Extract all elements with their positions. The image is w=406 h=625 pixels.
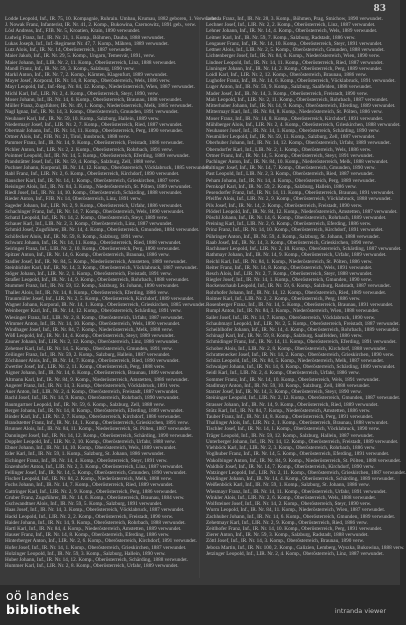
list-item: Hackl Leopold, Inf., LIR. Nr. 2, 2. Komp., Oberösterreich, Freistadt, 1890 verw. [5,513,174,520]
list-item: Neuhauser Josef, Inf., IR. Nr. 14, 1. Komp., Oberösterreich, Schärding, 1890 verw. [206,127,380,134]
list-item: Pichler Anton, Inf., LIR. Nr. 2, 2. Komp., Oberösterreich, Rohrbach, 1891 verw. [5,146,173,153]
list-item: Weißenböck Karl, Inf., IR. Nr. 59, 1. Komp., Salzburg, St. Johann, 1886 verw. [206,482,370,489]
list-item: Auer Anton, Inf., LIR. Nr. 2, 4. Komp., Oberösterreich, Freistadt, 1887 verwundet. [5,389,179,396]
list-item: Haider Johann, Inf., IR. Nr. 14, 9. Komp., Oberösterreich, Rohrbach, 1888 verwundet. [5,519,186,526]
list-item: Pesendorfer Franz, Inf., IR. Nr. 14, 11. Komp., Oberösterreich, Braunau, 1891 verwundet. [206,190,395,197]
list-item: Mittermayr Karl, Inf., IR. Nr. 84, 8. Komp., Niederösterreich, St. Pölten, 1886 verw. [206,109,383,116]
list-item: Lughofer Franz, Inf., IR. Nr. 14, 6. Komp., Oberösterreich, Vöcklabruck, 1891 verwundet. [206,78,396,85]
list-item: Plöderl Leopold, Inf., IR. Nr. 84, 12. Komp., Niederösterreich, Amstetten, 1887 verwundet. [206,208,398,215]
list-item: Mair Leopold, Inf., LIR. Nr. 2, 11. Komp., Oberösterreich, Rohrbach, 1887 verwundet. [206,96,389,103]
list-item: Träger Leopold, Inf., IR. Nr. 59, 12. Komp., Salzburg, Hallein, 1887 verwundet. [206,432,374,439]
list-item: Brandstetter Franz, Inf., IR. Nr. 14, 1. Komp., Oberösterreich, Grieskirchen, 1891 verw. [5,420,189,427]
list-item: Raab Josef, Inf., IR. Nr. 14, 3. Komp., Oberösterreich, Grieskirchen, 1890 verw. [206,239,374,246]
list-item: Schinagl Karl, Inf., IR. Nr. 59, 8. Komp., Salzburg, Saalfelden, 1886 verw. [206,333,363,340]
list-item: Fuchs Johann, Inf., IR. Nr. 14, 7. Komp., Oberösterreich, Ried, 1889 verwundet. [5,482,174,489]
list-item: Stadler Josef, Inf., IR. Nr. 84, 5. Komp., Niederösterreich, Amstetten, 1889 verwundet. [5,258,187,265]
list-item: Schatzl Leopold, Inf., IR. Nr. 14, 2. Komp., Oberösterreich, Steyr, 1889 verw. [5,215,169,221]
library-logo[interactable] [6,589,96,621]
list-item: Lettner Alois, Inf., LIR. Nr. 2, 5. Komp., Oberösterreich, Gmunden, 1888 verwundet. [206,47,385,54]
list-item: Rieder Anton, Inf., FJB. Nr. 14, Oberösterreich, Linz, 1891 verw. [5,196,142,203]
list-item: Gattringer Karl, Inf., LIR. Nr. 2, 9. Komp., Oberösterreich, Perg, 1886 verwundet. [5,488,178,495]
list-item: Zeitlhofer Franz, Inf., IR. Nr. 14, 10. Komp., Oberösterreich, Perg, 1891 verwundet. [206,525,383,532]
viewer-label: intranda viewer [334,607,386,615]
list-item: Weinberger Karl, Inf., IR. Nr. 14, 12. Komp., Oberösterreich, Schärding, 1891 verw. [5,308,182,315]
list-item: Seiringer Franz, Inf., LIR. Nr. 2, 10. Komp., Oberösterreich, Perg, 1890 verwundet. [5,246,181,253]
list-item: Pammer Franz, Inf., IR. Nr. 14, 9. Komp., Oberösterreich, Freistadt, 1886 verwundet. [5,140,185,147]
list-item: Steininger Leopold, Inf., LIR. Nr. 2, 12. Komp., Oberösterreich, Gmunden, 1887 verwundet. [206,395,401,402]
list-item: Enzenhofer Anton, Inf., LIR. Nr. 2, 3. Komp., Oberösterreich, Linz, 1887 verwundet. [5,463,184,470]
list-item: Voglhuber Franz, Inf., IR. Nr. 14, 5. Komp., Oberösterreich, Eferding, 1891 verwundet. [206,451,390,458]
right-column [206,16,406,557]
list-item: Spitzer Anton, Inf., IR. Nr. 14, 6. Komp., Oberösterreich, Braunau, 1886 verw. [5,252,170,259]
left-column [5,16,219,570]
list-item: Hofer Josef, Inf., IR. Nr. 14, 1. Komp., Oberösterreich, Grieskirchen, 1887 verwundet. [5,544,187,551]
list-item: Zachhuber Johann, Inf., IR. Nr. 14, 6. Komp., Oberösterreich, Gmunden, 1889 verwundet. [206,513,396,520]
list-item: Maier Johann, Inf., LIR. Nr. 2, 11. Komp., Oberösterreich, Linz, 1888 verwundet. [5,59,177,66]
list-item: Luger Anton, Inf., IR. Nr. 59, 9. Komp., Salzburg, Saalfelden, 1888 verwundet. [206,84,373,91]
list-item: Riegler Josef, Inf., IR. Nr. 14, 1. Komp., Oberösterreich, Gmunden, 1890 verw. [206,277,373,284]
list-item: Angerer Franz, Inf., IR. Nr. 14, 3. Komp., Oberösterreich, Vöcklabruck, 1891 verw. [5,382,181,389]
list-item: Prandstätter Josef, Inf., IR. Nr. 59, 4. Komp., Salzburg, Zell, 1888 verw. [5,159,157,166]
list-item: Pfeiffer Alois, Inf., LIR. Nr. 2, 9. Komp., Oberösterreich, Vöcklabruck, 1888 verwundet. [206,196,392,203]
list-item: Rachbauer Leopold, Inf., LIR. Nr. 2, 10. Komp., Oberösterreich, Schärding, 1887 verwundet. [206,246,402,253]
list-item: Stöger Johann, Inf., LIR. Nr. 2, 1. Komp., Oberösterreich, Freistadt, 1891 verw. [5,270,172,277]
list-item: Schrattenecker Josef, Inf., IR. Nr. 14, 2. Komp., Oberösterreich, Grieskirchen, 1890 verw. [206,351,395,358]
list-item: Schober Alois, Inf., LIR. Nr. 2, 8. Komp., Oberösterreich, Kirchdorf, 1888 verwundet. [206,345,387,352]
list-item: Hummer Karl, Inf., LIR. Nr. 2, 8. Komp., Oberösterreich, Urfahr, 1889 verwundet. [5,563,179,570]
list-item: Oberndorfer Karl, Inf., LIR. Nr. 2, 1. Komp., Oberösterreich, Wels, 1886 verw. [206,146,372,153]
list-item: Altmann Karl, Inf., IR. Nr. 84, 9. Komp., Niederösterreich, Amstetten, 1886 verwundet. [5,376,189,383]
list-item: Wurm Leopold, Inf., IR. Nr. 84, 11. Komp., Niederösterreich, Wien, 1887 verwundet. [206,507,386,514]
list-item: Holzinger Leopold, Inf., IR. Nr. 59, 3. Komp., Salzburg, Hallein, 1890 verw. [5,550,166,557]
list-item: Neubauer Karl, Inf., IR. Nr. 59, 10. Komp., Salzburg, Hallein, 1889 verw. [5,115,160,122]
list-item: Stadlmayr Anton, Inf., IR. Nr. 59, 10. Komp., Salzburg, Zell, 1888 verwundet. [206,382,371,389]
list-item: Schachinger Franz, Inf., IR. Nr. 14, 7. Komp., Oberösterreich, Wels, 1890 verwundet. [5,208,185,215]
list-item: J. Nowak Franz, Infanterist, IR. Nr. 41, 2. Komp., Bukowina, Czernowitz, 1891 geb., verw. [5,22,197,29]
list-item: Pils Josef, Inf., IR. Nr. 14, 2. Komp., Oberösterreich, Freistadt, 1890 verw. [206,202,363,209]
list-item: Straßer Leopold, Inf., IR. Nr. 14, 9. Komp., Oberösterreich, Rohrbach, 1888 verwundet. [5,277,190,284]
list-item: Neumüller Leopold, Inf., IR. Nr. 59, 11. Komp., Salzburg, Zell, 1887 verwundet. [206,134,376,141]
list-item: Schwarz Johann, Inf., IR. Nr. 14, 11. Komp., Oberösterreich, Ried, 1888 verwundet. [5,239,182,246]
list-item: Eder Karl, Inf., IR. Nr. 59, 1. Komp., Salzburg, St. Johann, 1886 verwundet. [5,451,165,458]
list-item: Paltinger Josef, Inf., IR. Nr. 14, 7. Komp., Oberösterreich, Gmunden, 1890 verw. [206,165,376,172]
list-item: Rumpl Anton, Inf., IR. Nr. 84, 3. Komp., Niederösterreich, Wien, 1888 verwundet. [206,308,380,315]
list-item: Danninger Josef, Inf., IR. Nr. 14, 12. Komp., Oberösterreich, Schärding, 1890 verwundet. [5,432,194,439]
list-item: Puchner Johann, Korporal, IR. Nr. 14, 12. Komp., Oberösterreich, Vöcklabruck, 1885 verwundet. [5,165,210,172]
list-item: Lehner Johann, Inf., IR. Nr. 14, 4. Komp., Oberösterreich, Wels, 1889 verwundet. [206,28,378,35]
list-item: Rathmayr Johann, Inf., IR. Nr. 14, 9. Komp., Oberösterreich, Urfahr, 1889 verwundet. [206,252,387,259]
list-item: Rauscher Karl, Inf., IR. Nr. 14, 1. Komp., Oberösterreich, Grieskirchen, 1887 verw. [5,177,181,184]
list-item: Berger Johann, Inf., IR. Nr. 14, 8. Komp., Oberösterreich, Eferding, 1889 verwundet. [5,407,184,414]
list-item: Unterberger Johann, Inf., IR. Nr. 14, 12. Komp., Oberösterreich, Freistadt, 1889 verwundet. [206,438,399,445]
list-item: Ortner Franz, Inf., IR. Nr. 14, 5. Komp., Oberösterreich, Steyr, 1891 verwundet. [206,152,374,159]
list-item: Pernkopf Karl, Inf., IR. Nr. 59, 2. Komp., Salzburg, Hallein, 1886 verw. [206,183,357,190]
list-item: Schmid Josef, Zugsführer, IR. Nr. 14, 4. Komp., Oberösterreich, Gmunden, 1884 verwundet. [5,227,200,234]
list-item: Strasser Johann, Inf., IR. Nr. 14, 9. Komp., Oberösterreich, Ried, 1889 verwundet. [206,401,379,408]
list-item: Michl Karl, Inf., LIR. Nr. 2, 4. Komp., Oberösterreich, Steyr, 1890, verw. [5,90,159,97]
list-item: Huber Johann, Inf., IR. Nr. 14, 12. Komp., Oberösterreich, Schärding, 1888 verwundet. [5,557,189,564]
list-item: Zeilinger Franz, Inf., IR. Nr. 59, 2. Komp., Salzburg, Hallein, 1887 verwundet. [5,351,171,358]
list-item: Thaller Alois, Inf., IR. Nr. 14, 8. Komp., Oberösterreich, Eferding, 1886 verw. [5,289,169,296]
list-item: Reisinger Alois, Inf., IR. Nr. 84, 3. Komp., Niederösterreich, St. Pölten, 1889 verwundet. [5,183,192,190]
list-item: Eichinger Franz, Inf., IR. Nr. 14, 4. Komp., Oberösterreich, Steyr, 1891 verw. [5,457,168,464]
list-item: Lengauer Franz, Inf., IR. Nr. 14, 10. Komp., Oberösterreich, Steyr, 1891 verwundet. [206,40,383,47]
list-item: Roitner Karl, Inf., LIR. Nr. 2, 2. Komp., Oberösterreich, Perg, 1886 verw. [206,295,361,302]
list-item: Zöchbauer Alois, Inf., IR. Nr. 14, 7. Komp., Oberösterreich, Ried, 1890 verwundet. [5,358,180,365]
list-item: Watzinger Leopold, Inf., LIR. Nr. 2, 11. Komp., Oberösterreich, Grieskirchen, 1887 verwundet. [206,469,406,476]
list-item: Prinz Franz, Inf., IR. Nr. 14, 10. Komp., Oberösterreich, Kirchdorf, 1891 verwundet. [206,227,384,234]
list-item: Riedl Josef, Inf., IR. Nr. 14, 10. Komp., Oberösterreich, Schärding, 1888 verwundet. [5,190,183,197]
list-item: Steinbichler Karl, Inf., IR. Nr. 14, 3. Komp., Oberösterreich, Vöcklabruck, 1887 verwundet. [5,264,198,271]
list-item: Bachl Josef, Inf., IR. Nr. 14, 9. Komp., Oberösterreich, Rohrbach, 1890 verwundet. [5,395,180,402]
list-item: Ebner Johann, Inf., IR. Nr. 14, 10. Komp., Oberösterreich, Wels, 1889 verwundet. [5,445,177,452]
list-item: Wöß Leopold, Inf., IR. Nr. 14, 4. Komp., Oberösterreich, Steyr, 1889 verwundet. [5,333,175,340]
list-item: Hauser Franz, Inf., IR. Nr. 14, 8. Komp., Oberösterreich, Eferding, 1886 verw. [5,532,170,539]
list-item: Zierer Anton, Inf., IR. Nr. 59, 3. Komp., Salzburg, Radstadt, 1888 verwundet. [206,532,369,539]
list-item: Müller Franz, Zugsführer, IR. Nr. 49, 1. Komp., Niederösterreich, Melk, 1885 verwundet. [5,103,193,110]
list-item: Mayer Josef, Korporal, IR. Nr. 14, 8. Komp., Oberösterreich, Wels, 1886 verw. [5,78,171,85]
list-item: Reiter Franz, Inf., IR. Nr. 14, 8. Komp., Oberösterreich, Wels, 1891 verwundet. [206,264,373,271]
list-item: Past Leopold, Inf., LIR. Nr. 2, 3. Komp., Oberösterreich, Ried, 1887 verwundet. [206,171,374,178]
list-item: Seidl Karl, Inf., LIR. Nr. 2, 4. Komp., Oberösterreich, Urfahr, 1886 verw. [206,370,360,377]
list-item: Schauer Karl, Inf., LIR. Nr. 2, 3. Komp., Oberösterreich, Linz, 1887 verwundet. [5,221,173,228]
list-item: Waldhör Josef, Inf., IR. Nr. 14, 7. Komp., Oberösterreich, Kirchdorf, 1890 verw. [206,463,375,470]
list-item: Oberhuber Johann, Inf., IR. Nr. 14, 12. Komp., Oberösterreich, Urfahr, 1889 verwundet. [206,140,391,147]
viewer-footer [0,585,400,625]
list-item: Jetzinger Leopold, Inf., LIR. Nr. 2, 4. Komp., Oberösterreich, Linz, 1887 verwundet. [206,550,384,557]
list-item: Nagl Ignaz, Inf., IR. Nr. 14, 3. Komp., Oberösterreich, Gmunden, 1891 verwundet. [5,109,179,116]
list-item: Tauber Franz, Inf., IR. Nr. 14, 8. Komp., Oberösterreich, Perg, 1891 verwundet. [206,414,374,420]
list-item: Lindner Leopold, Inf., IR. Nr. 14, 11. Komp., Oberösterreich, Ried, 1887 verwundet. [206,59,384,66]
list-item: Sommer Franz, Inf., IR. Nr. 14, 10. Komp., Oberösterreich, Wels, 1891 verwundet. [206,376,380,383]
list-item: Resch Alois, Inf., LIR. Nr. 2, 7. Komp., Oberösterreich, Steyr, 1888 verwundet. [206,270,373,277]
list-item: Zöttl Josef, Inf., IR. Nr. 14, 3. Komp., Oberösterreich, Braunau, 1890 verw. [206,538,365,545]
column-divider [199,18,200,578]
list-item: Doppler Leopold, Inf., LIR. Nr. 2, 10. Komp., Oberösterreich, Urfahr, 1888 verw. [5,438,176,445]
list-item: Mitterhuber Johann, Inf., IR. Nr. 14, 9. Komp., Oberösterreich, Eferding, 1889 verwundet. [206,103,396,110]
list-item: Winkler Alois, Inf., LIR. Nr. 2, 6. Komp., Oberösterreich, Wels, 1888 verwundet. [206,494,377,501]
list-item: Sageder Johann, Inf., LIR. Nr. 2, 9. Komp., Oberösterreich, Urfahr, 1886 verwundet. [5,202,183,209]
list-item: Lodde Leopold, Inf., IR. 75, 10. Kompagnie, Ruhrain. Umbau, Krumau, 1882 geboren, 1. Verwundet. [5,16,219,22]
list-item: Schöfecker Alois, Inf., IR. Nr. 59, 8. Komp., Salzburg, 1891 verw. [5,233,144,240]
list-item: Lösl Andreas, Inf., FJB. Nr. 5, Kroatien, Krain, 1890 verwundet. [5,28,141,35]
list-item: Rockenschaub Leopold, Inf., IR. Nr. 59, 6. Komp., Salzburg, Radstadt, 1887 verwundet. [206,283,392,290]
list-item: Markl Anton, Inf., IR. Nr. 7, 2. Komp., Kärnten, Klagenfurt, 1889 verwundet. [5,71,168,78]
logo-line-2: bibliothek [6,602,81,617]
list-item: Preining Karl, Inf., LIR. Nr. 2, 6. Komp., Oberösterreich, Eferding, 1886 verw. [206,221,372,228]
list-item: Mader Josef, Inf., IR. Nr. 14, 3. Komp., Oberösterreich, Freistadt, 1890 verw. [206,90,369,97]
list-item: Fischer Leopold, Inf., IR. Nr. 84, 2. Komp., Niederösterreich, Melk, 1888 verw. [5,476,173,483]
list-item: Traunmüller Josef, Inf., LIR. Nr. 2, 5. Komp., Oberösterreich, Kirchdorf, 1889 verwundet. [5,295,195,302]
list-item: Windhager Josef, Inf., IR. Nr. 84, 7. Komp., Niederösterreich, Melk, 1888 verw. [5,326,174,333]
list-item: Sailer Josef, Inf., IR. Nr. 14, 7. Komp., Oberösterreich, Vöcklabruck, 1890 verw. [206,314,376,321]
list-item: Pointner Leopold, Inf., IR. Nr. 14, 5. Komp., Oberösterreich, Eferding, 1889 verwundet. [5,152,190,159]
list-item: Stütz Karl, Inf., IR. Nr. 84, 7. Komp., Niederösterreich, Amstetten, 1886 verw. [206,407,371,414]
list-item: Pachinger Anton, Inf., IR. Nr. 84, 10. Komp., Niederösterreich, Melk, 1888 verwundet. [206,159,389,166]
list-item: Zwettler Josef, Inf., LIR. Nr. 2, 11. Komp., Oberösterreich, Perg, 1888 verw. [5,364,166,371]
list-item: Zehetner Karl, Inf., IR. Nr. 14, 5. Komp., Oberösterreich, Gmunden, 1891 verw. [5,345,173,352]
list-item: Lutz Alois, Inf., IR. Nr. 14, Oberösterreich, 1887 verwundet. [5,47,133,54]
list-item: Viehböck Karl, Inf., LIR. Nr. 2, 3. Komp., Oberösterreich, Rohrbach, 1886 verw. [206,445,376,452]
list-item: Wolfsteiner Josef, Inf., IR. Nr. 14, 2. Komp., Oberösterreich, Steyr, 1890 verw. [206,501,372,508]
list-item: Loidl Karl, Inf., LIR. Nr. 2, 12. Komp., Oberösterreich, Braunau, 1886 verw. [206,71,367,78]
list-item: Obermair Johann, Inf., IR. Nr. 14, 11. Komp., Oberösterreich, Perg, 1890 verwundet. [5,127,184,134]
list-item: Rabl Franz, Inf., LIR. Nr. 2, 6. Komp., Oberösterreich, Kirchdorf, 1890 verwundet. [5,171,180,178]
list-item: Lichtenberger Josef, Inf., IR. Nr. 84, 6. Komp., Niederösterreich, Wien, 1890 verw. [206,53,381,60]
list-item: Schmidinger Franz, Inf., IR. Nr. 14, 11. Komp., Oberösterreich, Eferding, 1891 verwundet. [206,339,397,346]
page-number: 83 [373,4,386,14]
list-item: Maier Jakob, Inf., IR. Nr. 29, 5. Komp., Ungarn, Temesvár, 1891, verw. [5,53,155,60]
list-item: Weidinger Johann, Inf., IR. Nr. 14, 4. Komp., Oberösterreich, Schärding, 1889 verwundet. [206,476,396,483]
list-item: Aigner Johann, Inf., IR. Nr. 14, 6. Komp., Oberösterreich, Braunau, 1889 verwundet. [5,370,184,377]
list-item: Haas Josef, Inf., IR. Nr. 14, 3. Komp., Oberösterreich, Vöcklabruck, 1887 verwundet. [5,507,185,514]
list-item: Hinterberger Anton, Inf., LIR. Nr. 2, 6. Komp., Oberösterreich, Kirchdorf, 1891 verwundet. [5,538,198,545]
list-item: Mandl Franz, Inf., IR. Nr. 59, 3. Komp., Salzburg, 1890 verw. [5,65,135,72]
logo-line-1: oö landes [6,588,70,603]
list-item: Wiesmayr Franz, Inf., IR. Nr. 14, 11. Komp., Oberösterreich, Urfahr, 1891 verwundet. [206,488,387,495]
list-item: Zauner Johann, Inf., LIR. Nr. 2, 12. Komp., Oberösterreich, Linz, 1886 verwundet. [5,339,179,346]
list-item: Wagner Johann, Korporal, IR. Nr. 14, 1. Komp., Oberösterreich, Grieskirchen, 1885 verwundet. [5,302,206,309]
list-item: Hartl Karl, Inf., IR. Nr. 84, 4. Komp., Niederösterreich, Amstetten, 1889 verwundet. [5,525,182,532]
list-item: Leitner Karl, Inf., IR. Nr. 59, 7. Komp., Salzburg, Radstadt, 1886 verw. [206,34,356,41]
list-item: Lukas Joseph, Inf., Inf.-Regiment Nr. 47, 7. Komp., Mähren, 1889 verwundet. [5,40,169,47]
list-item: Tischler Josef, Inf., IR. Nr. 14, 1. Komp., Oberösterreich, Vöcklabruck, 1890 verw. [206,426,381,433]
list-item: Ludwig Franz, Inf., IR. Nr. 21, 1. Komp., Böhmen, Dauba, 1888 verwundet. [5,34,165,41]
list-item: Schürz Leopold, Inf., IR. Nr. 84, 5. Komp., Niederösterreich, Melk, 1887 verwundet. [206,358,385,365]
list-item: Scheiblhofer Johann, Inf., IR. Nr. 14, 4. Komp., Oberösterreich, Rohrbach, 1889 verwundet. [206,326,400,333]
list-item: Ortner Alois, Inf., FJB. Nr. 21, Tirol, Innsbruck, 1888 verw. [5,134,131,141]
list-item: Moser Franz, Inf., IR. Nr. 14, 8. Komp., Oberösterreich, Kirchdorf, 1891 verwundet. [206,115,384,122]
list-item: Schaubmayr Leopold, Inf., LIR. Nr. 2, 5. Komp., Oberösterreich, Freistadt, 1887 verwundet. [206,320,400,327]
list-item: Thallinger Alois, Inf., LIR. Nr. 2, 1. Komp., Oberösterreich, Braunau, 1888 verwundet. [206,420,389,427]
list-item: Mühlberger Alois, Inf., LIR. Nr. 2, 4. Komp., Oberösterreich, Grieskirchen, 1888 verwundet. [206,121,401,128]
list-item: Moser Johann, Inf., IR. Nr. 14, 6. Komp., Oberösterreich, Braunau, 1888 verwundet. [5,96,183,103]
list-item: Fellinger Josef, Inf., IR. Nr. 14, 5. Komp., Oberösterreich, Gmunden, 1890 verwundet. [5,469,187,476]
list-item: Binder Karl, Inf., LIR. Nr. 2, 7. Komp., Oberösterreich, Kirchdorf, 1886 verwundet. [5,414,182,420]
list-item: Linninger Johann, Inf., IR. Nr. 14, 2. Komp., Oberösterreich, Perg, 1889 verwundet. [206,65,383,72]
list-item: Niedermayr Josef, Inf., LIR. Nr. 2, 7. Komp., Oberösterreich, Ried, 1887 verwundet. [5,121,183,128]
list-item: Stummer Franz, Inf., IR. Nr. 59, 12. Komp., Salzburg, St. Johann, 1890 verwundet. [5,283,180,290]
list-item: Wakolbinger Anton, Inf., IR. Nr. 84, 9. Komp., Niederösterreich, St. Pölten, 1888 verwundet. [206,457,402,464]
list-item: Rohrhofer Johann, Inf., IR. Nr. 14, 12. Komp., Oberösterreich, Ried, 1889 verwundet. [206,289,387,296]
list-item: Peham Johann, Inf., IR. Nr. 14, 4. Komp., Oberösterreich, Perg, 1889 verwundet. [206,177,376,184]
list-item: Pöschl Johann, Inf., IR. Nr. 14, 6. Komp., Oberösterreich, Rohrbach, 1889 verwundet. [206,215,387,221]
list-item: Pühringer Anton, Inf., IR. Nr. 59, 4. Komp., Salzburg, St. Johann, 1888 verwundet. [206,233,381,240]
list-item: Brunner Alois, Inf., IR. Nr. 84, 11. Komp., Niederösterreich, St. Pölten, 1887 verwundet. [5,426,192,433]
list-item: Reichl Karl, Inf., IR. Nr. 84, 1. Komp., Niederösterreich, St. Pölten, 1886 verw. [206,258,373,265]
list-item: Zehetmayr Karl, Inf., LIR. Nr. 2, 9. Komp., Oberösterreich, Ried, 1886 verw. [206,519,368,526]
list-item: Lebeda Franz, Inf., IR. Nr. 28, 3. Komp., Böhmen, Prag, Smichow, 1890 verwundet. [206,16,383,22]
list-item: Rosenberger Franz, Inf., IR. Nr. 14, 5. Komp., Oberösterreich, Braunau, 1891 verwundet. [206,302,394,309]
list-item: Gruber Franz, Zugsführer, IR. Nr. 14, 6. Komp., Oberösterreich, Braunau, 1884 verw. [5,494,185,501]
list-item: Gschwandtner Alois, Inf., IR. Nr. 59, 5. Komp., Salzburg, 1891 verwundet. [5,501,163,508]
list-item: Mayr Leopold, Inf., Inf.-Reg. Nr. 84, 12. Komp., Niederösterreich, Wien, 1887 verwundet. [5,84,195,91]
list-item: Baumgartner Leopold, Inf., IR. Nr. 59, 6. Komp., Salzburg, Zell, 1888 verw. [5,401,165,408]
list-item: Starzer Josef, Inf., IR. Nr. 14, 3. Komp., Oberösterreich, Steyr, 1890 verw. [206,389,362,396]
list-item: Wiesinger Franz, Inf., LIR. Nr. 2, 8. Komp., Oberösterreich, Urfahr, 1887 verwundet. [5,314,184,321]
list-item: Schwaiger Johann, Inf., IR. Nr. 14, 6. Komp., Oberösterreich, Schärding, 1889 verwundet. [206,364,396,371]
list-item: Jebora Martin, Inf., IR. Nr. 100, 2. Komp., Galizien, Lemberg, Wyszka, Bukowina, 1888 verw. [206,544,405,551]
list-item: Wimmer Anton, Inf., IR. Nr. 14, 10. Komp., Oberösterreich, Wels, 1890 verwundet. [5,320,181,327]
list-item: Lechner Josef, Inf., LIR. Nr. 2, 2. Komp., Oberösterreich, Linz, 1887 verwundet. [206,22,376,29]
